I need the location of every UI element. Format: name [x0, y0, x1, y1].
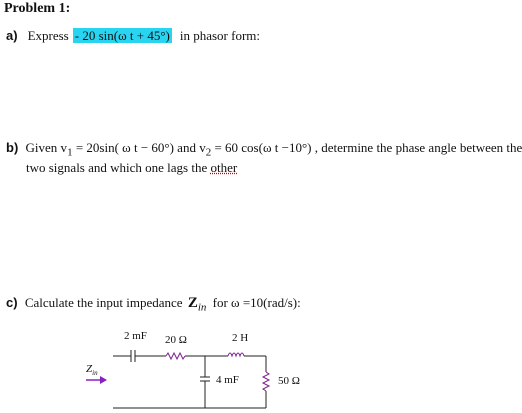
zin-subscript: in: [197, 301, 207, 314]
part-c-text-end: for ω =10(rad/s):: [212, 295, 301, 310]
part-a-label: a): [6, 28, 18, 43]
part-c: [6, 295, 301, 314]
v2-subscript: 2: [205, 146, 212, 159]
part-b-given: Given v: [25, 140, 68, 155]
part-a-prefix: Express: [27, 28, 69, 43]
part-c-label: c): [6, 295, 18, 310]
top-wire: [113, 350, 269, 408]
capacitor2-label: 4 mF: [216, 374, 239, 386]
input-arrow: [86, 376, 107, 384]
v1-expression: = 20sin( ω t − 60°) and v: [72, 140, 206, 155]
resistor2-label: 50 Ω: [278, 375, 300, 387]
part-a: [6, 27, 260, 45]
v2-expression: = 60 cos(ω t −10°) , determine the phase angle between the: [211, 140, 522, 155]
capacitor1-label: 2 mF: [124, 330, 147, 342]
resistor1-zigzag: [166, 353, 185, 359]
part-b-line2-text: two signals and which one lags the: [26, 160, 211, 175]
resistor1-label: 20 Ω: [165, 334, 187, 346]
inductor-coil: [228, 353, 244, 356]
spellcheck-underlined-word: other: [210, 160, 238, 175]
zin-circuit-label: $Z_{in}$: [86, 363, 98, 377]
resistor2-zigzag: [263, 372, 269, 391]
part-b-line1: [6, 140, 522, 159]
part-b-label: b): [6, 140, 19, 155]
part-a-suffix: in phasor form:: [179, 28, 260, 43]
circuit-diagram: [0, 320, 474, 413]
part-c-text-start: Calculate the input impedance: [24, 295, 183, 310]
highlighted-expression: - 20 sin(ω t + 45°): [74, 28, 170, 43]
zin-symbol: Z: [187, 295, 198, 311]
problem-title: Problem 1:: [4, 1, 71, 16]
inductor-label: 2 H: [232, 332, 249, 344]
part-b-line2: [26, 160, 237, 176]
v1-subscript: 1: [67, 146, 73, 159]
